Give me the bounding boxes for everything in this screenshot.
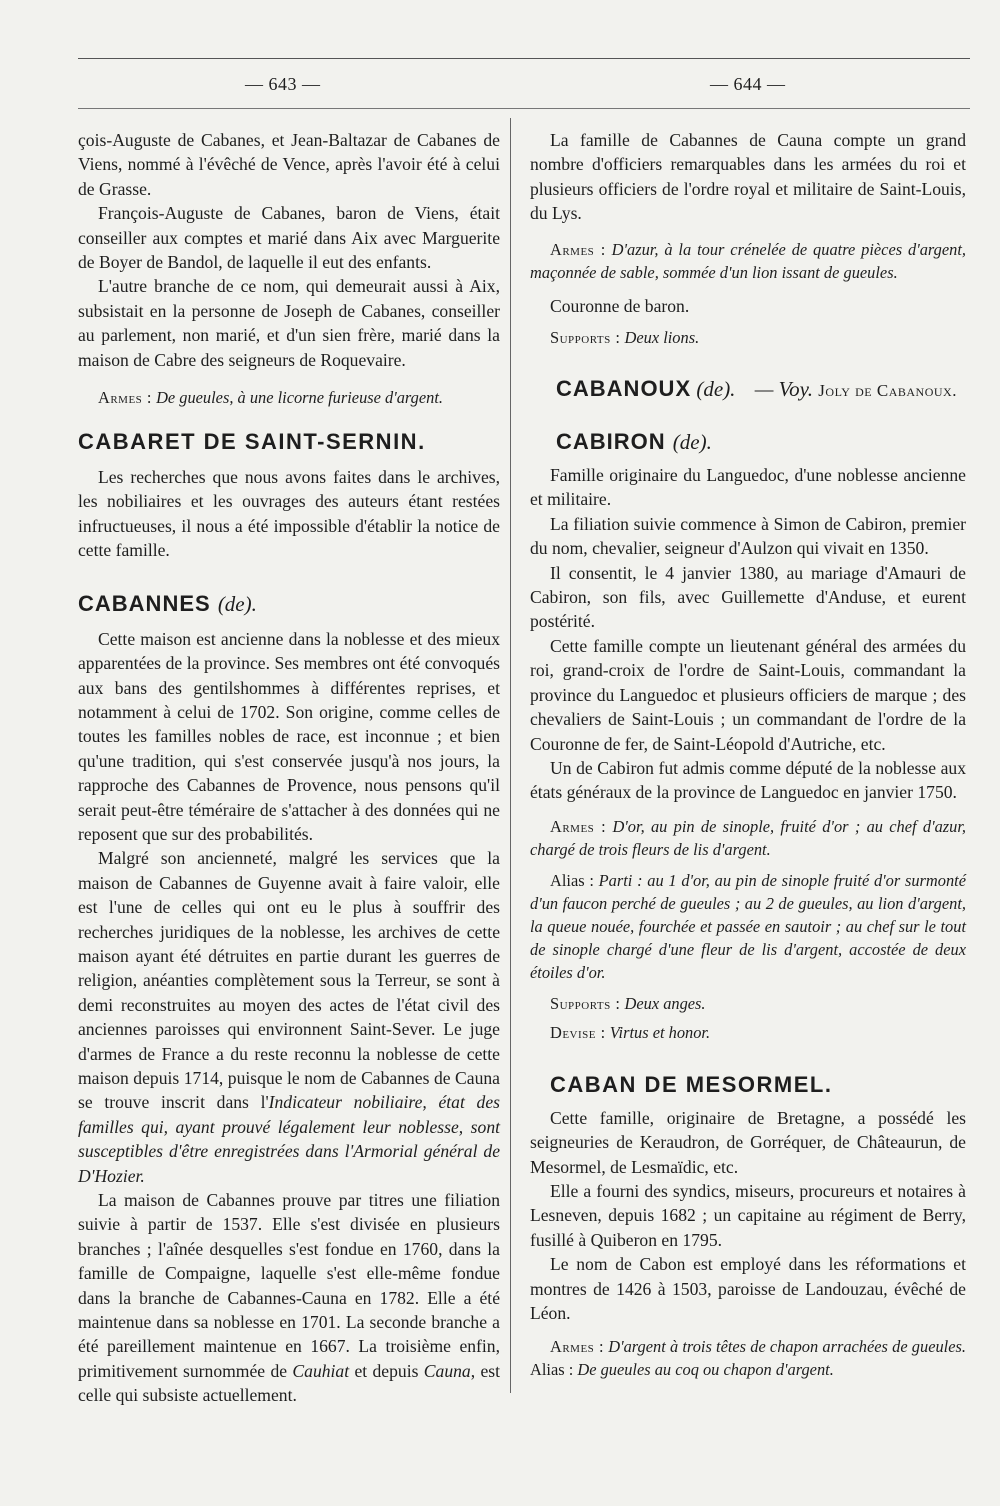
italic-name: Cauna [423,1360,471,1381]
supports-entry [530,992,966,1015]
paragraph: La famille de Cabannes de Cauna compte un grand nombre d'officiers remarquables dans les armées du roi et plusieurs officiers de l'ordre royal et militaire de Saint-Louis, du Lys. [530,130,966,224]
devise-text: Virtus et honor. [609,1022,711,1042]
couronne-line: Couronne de baron. [550,295,690,316]
paragraph: Elle a fourni des syndics, miseurs, procureurs et notaires à Lesneven, depuis 1682 ; un capitaine au régiment de Berry, fusillé à Quiberon en 1795. [530,1180,966,1250]
paragraph: La filiation suivie commence à Simon de Cabiron, premier du nom, chevalier, seigneur d'Aulzon qui vivait en 1350. [530,513,966,559]
cross-reference: Joly de Cabanoux. [818,381,957,401]
paragraph: Il consentit, le 4 janvier 1380, au mariage d'Amauri de Cabiron, son fils, avec Guillemette d'Anduse, et eurent postérité. [530,562,966,632]
text: et depuis [349,1360,424,1381]
paragraph: Famille originaire du Languedoc, d'une noblesse ancienne et militaire. [530,465,966,510]
armes-text: De gueules au coq ou chapon d'argent. [577,1360,834,1380]
paragraph: Cette famille, originaire de Bretagne, a possédé les seigneuries de Keraudron, de Gorréquer, de Châteaurun, de Mesormel, de Lesmaïdic, etc. [530,1107,966,1177]
paragraph: Le nom de Cabon est employé dans les réformations et montres de 1426 à 1503, paroisse de Landouzau, évêché de Léon. [530,1254,966,1323]
text: Malgré son ancienneté, malgré les services que la maison de Cabannes de Guyenne avait à faire valoir, elle est l'une de celles qui ont eu le plus à souffrir des recherches juridiques de la noblesse, les archives de cette maison ayant été détruites en partie durant les guerres de religion, anéanties complètement sous la Terreur, se sont à demi reconstruites au moyen des actes de l'état civil des anciennes paroisses qui environnent Saint-Sever. Le juge d'armes de France a du reste reconnu la noblesse de cette maison depuis 1714, puisque le nom de Cabannes de Cauna se trouve inscrit dans l' [78,848,500,1113]
alias-entry [530,869,966,984]
supports-label: Supports : [550,328,621,348]
armes-entry [530,238,966,284]
paragraph: çois-Auguste de Cabanes, et Jean-Baltazar de Cabanes de Viens, nommé à l'évêché de Vence, après l'avoir été à celui de Grasse. [78,130,500,199]
paragraph: Cette famille compte un lieutenant général des armées du roi, grand-croix de l'ordre de Saint-Louis, commandant la province du Languedoc et plusieurs officiers de marque ; des chevaliers de Saint-Louis ; un commandant de l'ordre de la Couronne de fer, de Saint-Léopold d'Autriche, etc. [530,635,966,754]
section-heading-cabannes [78,591,500,617]
paragraph: Cette maison est ancienne dans la noblesse et des mieux apparentées de la province. Ses membres ont été convoqués aux bans des gentilshommes à différentes reprises, et notamment à celui de 1702. Son origine, comme celles de toutes les familles nobles de race, est inconnue ; et bien qu'une tradition, qui s'est conservée jusqu'à nos jours, la rapproche des Cabannes de Provence, nous pensons qu'il serait peut-être téméraire de s'attacher à des données qui ne reposent que sur des probabilités. [78,628,500,844]
armes-text: D'azur, à la tour crénelée de quatre pièces d'argent, maçonnée de sable, sommée d'un lion issant de gueules. [530,239,966,282]
devise-label: Devise : [550,1022,606,1042]
heading-particle: (de). [672,430,712,455]
section-heading-cabanoux [530,375,966,405]
paragraph: François-Auguste de Cabanes, baron de Viens, était conseiller aux comptes et marié dans Aix avec Marguerite de Boyer de Bandol, de laquelle il eut des enfants. [78,203,500,273]
heading-name: CABANNES [78,590,211,616]
alias-label: Alias : [550,870,594,890]
armes-entry [530,1335,966,1381]
alias-inline: Alias : [530,1360,578,1380]
devise-entry [530,1021,966,1044]
alias-text: Parti : au 1 d'or, au pin de sinople fruité d'or surmonté d'un faucon perché de gueules ; au 2 de gueules, au lion d'argent, la queue nouée, fourchée et passée en sautoir ; au chef sur le tout de sinople chargé d'une fleur de lis d'argent, accostée de deux étoiles d'or. [530,870,966,982]
paragraph [78,846,500,1188]
supports-text: Deux anges. [624,993,706,1013]
page-number-left: — 643 — [245,74,321,94]
right-column [530,128,966,1381]
section-heading-cabiron [530,429,966,455]
italic-name: Cauhiat [292,1360,350,1381]
armes-label: Armes : [98,388,152,408]
armes-text: De gueules, à une licorne furieuse d'argent. [156,388,444,408]
text: , est celle qui subsiste actuellement. [78,1360,501,1406]
armes-text: D'argent à trois têtes de chapon arrachées de gueules. [608,1337,966,1357]
section-heading-caban: CABAN DE MESORMEL. [550,1071,833,1097]
paragraph: Les recherches que nous avons faites dans le archives, les nobiliaires et les ouvrages des auteurs étant restées infructueuses, il nous a été impossible d'établir la notice de cette famille. [78,467,500,561]
heading-name: CABANOUX [556,376,692,402]
armes-entry [78,386,500,409]
italic-title: Indicateur nobiliaire, état des familles qui, ayant prouvé légalement leur noblesse, sont susceptibles d'être enregistrées dans l'Armorial général de D'Hozier. [78,1092,500,1186]
armes-entry [530,815,966,861]
section-heading-cabaret: CABARET DE SAINT-SERNIN. [78,429,426,455]
top-rule [78,58,970,59]
heading-particle: (de). [217,591,257,616]
supports-entry [530,326,966,349]
voy-reference: — Voy. [754,377,814,402]
armes-label: Armes : [550,1337,605,1357]
paragraph: L'autre branche de ce nom, qui demeurait aussi à Aix, subsistait en la personne de Joseph de Cabanes, conseiller au parlement, non marié, et d'un sien frère, marié dans la maison de Cabre des seigneurs de Roquevaire. [78,276,500,370]
column-divider [510,118,511,1393]
text: La maison de Cabannes prouve par titres une filiation suivie à partir de 1537. Elle s'est divisée en plusieurs branches ; l'aînée desquelles s'est fondue en 1760, dans la famille de Compaigne, laquelle s'est elle-même fondue dans la branche de Cabannes-Cauna en 1782. Elle a été maintenue dans sa noblesse en 1701. La seconde branche a été pareillement maintenue en 1667. La troisième enfin, primitivement surnommée de [78,1190,500,1381]
page-number-right: — 644 — [710,74,786,94]
armes-text: D'or, au pin de sinople, fruité d'or ; au chef d'azur, chargé de trois fleurs de lis d'argent. [530,816,966,859]
left-column [78,128,500,1408]
heading-particle: (de). [696,377,736,402]
armes-label: Armes : [550,816,607,836]
heading-name: CABIRON [556,429,666,455]
armes-label: Armes : [550,239,606,259]
paragraph: Un de Cabiron fut admis comme député de la noblesse aux états généraux de la province de Languedoc en janvier 1750. [530,757,966,803]
supports-text: Deux lions. [624,328,700,348]
paragraph [78,1188,500,1408]
header-rule [78,108,970,109]
supports-label: Supports : [550,993,621,1013]
